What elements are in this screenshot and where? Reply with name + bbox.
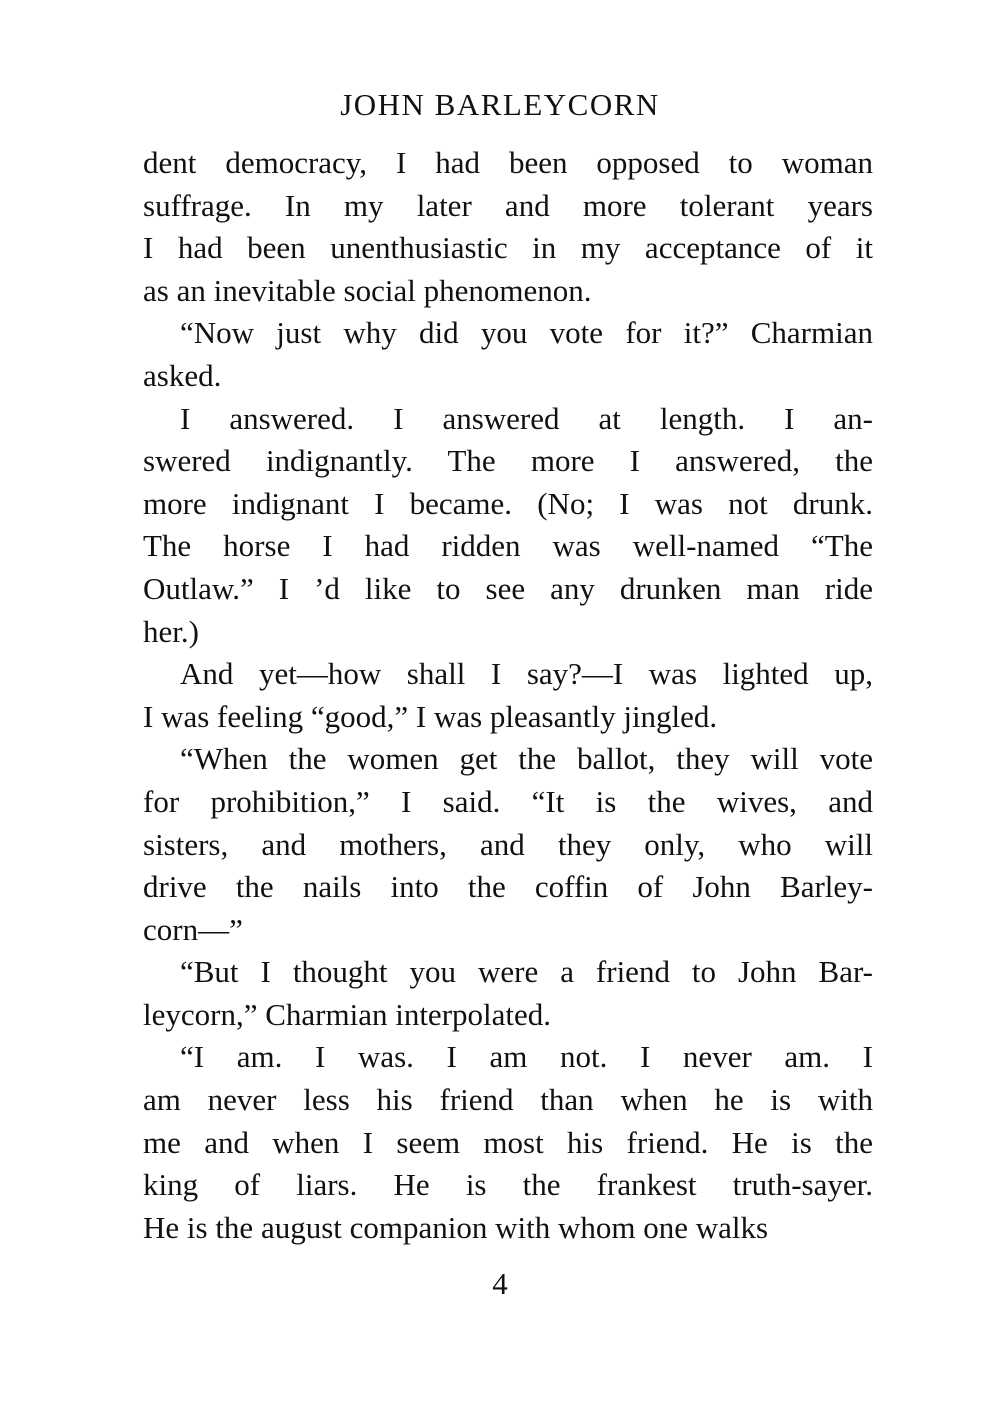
text-line: He is the august companion with whom one walks <box>143 1209 769 1245</box>
text-line: for prohibition,” I said. “It is the wives, and <box>143 783 873 819</box>
paragraph <box>143 398 873 654</box>
text-line: I answered. I answered at length. I an- <box>180 400 873 436</box>
text-line: The horse I had ridden was well-named “The <box>143 528 873 564</box>
text-line: “Now just why did you vote for it?” Charmian <box>180 315 873 351</box>
text-line: And yet—how shall I say?—I was lighted up, <box>180 656 873 692</box>
text-line: am never less his friend than when he is with <box>143 1082 873 1118</box>
text-line: sisters, and mothers, and they only, who will <box>143 826 873 862</box>
text-line: her.) <box>143 613 199 649</box>
running-head: JOHN BARLEYCORN <box>340 87 660 122</box>
text-line: corn—” <box>143 911 243 947</box>
text-line: leycorn,” Charmian interpolated. <box>143 996 552 1032</box>
text-line: “I am. I was. I am not. I never am. I <box>180 1039 873 1075</box>
text-line: “When the women get the ballot, they will vote <box>180 741 873 777</box>
text-line: I had been unenthusiastic in my acceptance of it <box>143 230 873 266</box>
page-number: 4 <box>492 1266 508 1301</box>
text-line: me and when I seem most his friend. He is the <box>143 1124 873 1160</box>
body-text <box>143 142 873 1249</box>
text-line: “But I thought you were a friend to John Bar- <box>180 954 873 990</box>
paragraph <box>143 142 873 312</box>
text-line: swered indignantly. The more I answered, the <box>143 443 873 479</box>
text-line: Outlaw.” I ’d like to see any drunken man ride <box>143 570 873 606</box>
paragraph <box>143 653 873 738</box>
text-line: more indignant I became. (No; I was not drunk. <box>143 485 873 521</box>
text-line: asked. <box>143 357 222 393</box>
paragraph <box>143 951 873 1036</box>
text-line: dent democracy, I had been opposed to woman <box>143 145 873 180</box>
paragraph <box>143 738 873 951</box>
text-line: I was feeling “good,” I was pleasantly jingled. <box>143 698 718 734</box>
text-line: as an inevitable social phenomenon. <box>143 272 592 308</box>
text-line: king of liars. He is the frankest truth-sayer. <box>143 1167 873 1203</box>
paragraph <box>143 312 873 397</box>
text-line: drive the nails into the coffin of John Barley- <box>143 869 873 905</box>
text-line: suffrage. In my later and more tolerant years <box>143 187 873 223</box>
paragraph <box>143 1036 873 1249</box>
